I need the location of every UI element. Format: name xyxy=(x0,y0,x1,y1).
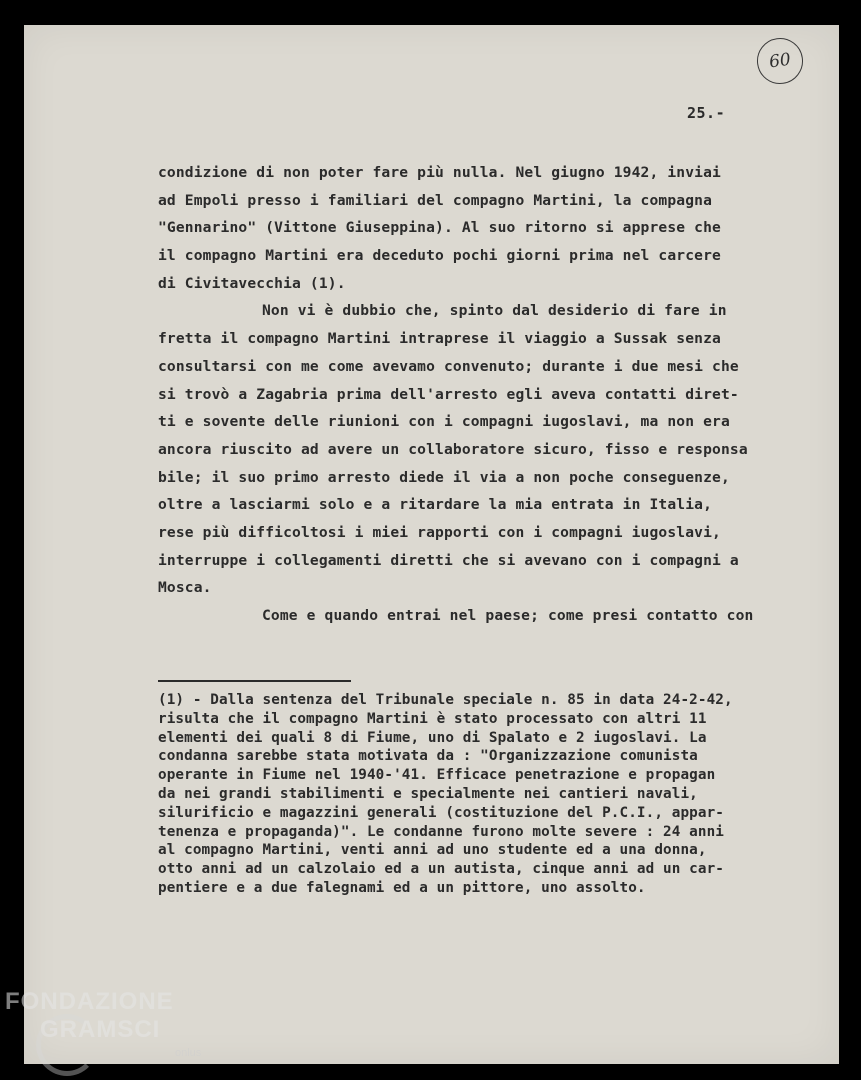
handwritten-page-number: 60 xyxy=(754,35,806,87)
footnote-line: da nei grandi stabilimenti e specialmente nei cantieri navali, xyxy=(158,785,698,802)
body-line: il compagno Martini era deceduto pochi giorni prima nel carcere xyxy=(158,247,721,265)
footnote-line: (1) - Dalla sentenza del Tribunale speciale n. 85 in data 24-2-42, xyxy=(158,692,733,708)
watermark-logo xyxy=(0,980,240,1080)
body-line: oltre a lasciarmi solo e a ritardare la mia entrata in Italia, xyxy=(158,496,713,514)
body-line: ti e sovente delle riunioni con i compagni iugoslavi, ma non era xyxy=(158,413,730,431)
footnote-line: al compagno Martini, venti anni ad uno studente ed a una donna, xyxy=(158,842,707,859)
body-line: ancora riuscito ad avere un collaboratore sicuro, fisso e responsa xyxy=(158,440,748,458)
body-line: consultarsi con me come avevamo convenuto; durante i due mesi che xyxy=(158,357,739,375)
footnote-line: otto anni ad un calzolaio ed a un autista, cinque anni ad un car- xyxy=(158,861,724,878)
watermark-suffix: onlus xyxy=(175,1047,202,1059)
footnote-line: silurificio e magazzini generali (costituzione del P.C.I., appar- xyxy=(158,804,724,821)
footnote-line: pentiere e a due falegnami ed a un pittore, uno assolto. xyxy=(158,879,646,896)
footnote-line: tenenza e propaganda)". Le condanne furono molte severe : 24 anni xyxy=(158,823,724,840)
document-page xyxy=(24,25,839,1064)
body-line: bile; il suo primo arresto diede il via a non poche conseguenze, xyxy=(158,468,730,486)
body-line: condizione di non poter fare più nulla. Nel giugno 1942, inviai xyxy=(158,164,721,181)
footnote-line: condanna sarebbe stata motivata da : "Organizzazione comunista xyxy=(158,748,698,765)
watermark-line1: FONDAZIONE xyxy=(5,988,174,1015)
body-line: Come e quando entrai nel paese; come presi contatto con xyxy=(262,607,754,624)
body-line: "Gennarino" (Vittone Giuseppina). Al suo ritorno si apprese che xyxy=(158,219,721,237)
footnote-line: elementi dei quali 8 di Fiume, uno di Spalato e 2 iugoslavi. La xyxy=(158,729,707,746)
body-line: Non vi è dubbio che, spinto dal desiderio di fare in xyxy=(262,302,727,320)
footnote xyxy=(158,691,818,898)
body-line: ad Empoli presso i familiari del compagno Martini, la compagna xyxy=(158,191,713,209)
body-text xyxy=(158,159,808,630)
body-line: interruppe i collegamenti diretti che si avevano con i compagni a xyxy=(158,551,739,569)
body-line: si trovò a Zagabria prima dell'arresto egli aveva contatti diret- xyxy=(158,385,739,403)
watermark-line2: GRAMSCI xyxy=(40,1016,161,1043)
page-number: 25.- xyxy=(687,104,726,122)
footnote-divider xyxy=(158,680,351,682)
body-line: Mosca. xyxy=(158,579,212,597)
body-line: di Civitavecchia (1). xyxy=(158,274,346,292)
footnote-line: operante in Fiume nel 1940-'41. Efficace penetrazione e propagan xyxy=(158,767,716,784)
body-line: rese più difficoltosi i miei rapporti con i compagni iugoslavi, xyxy=(158,523,721,541)
body-line: fretta il compagno Martini intraprese il viaggio a Sussak senza xyxy=(158,330,721,348)
footnote-line: risulta che il compagno Martini è stato processato con altri 11 xyxy=(158,710,707,727)
